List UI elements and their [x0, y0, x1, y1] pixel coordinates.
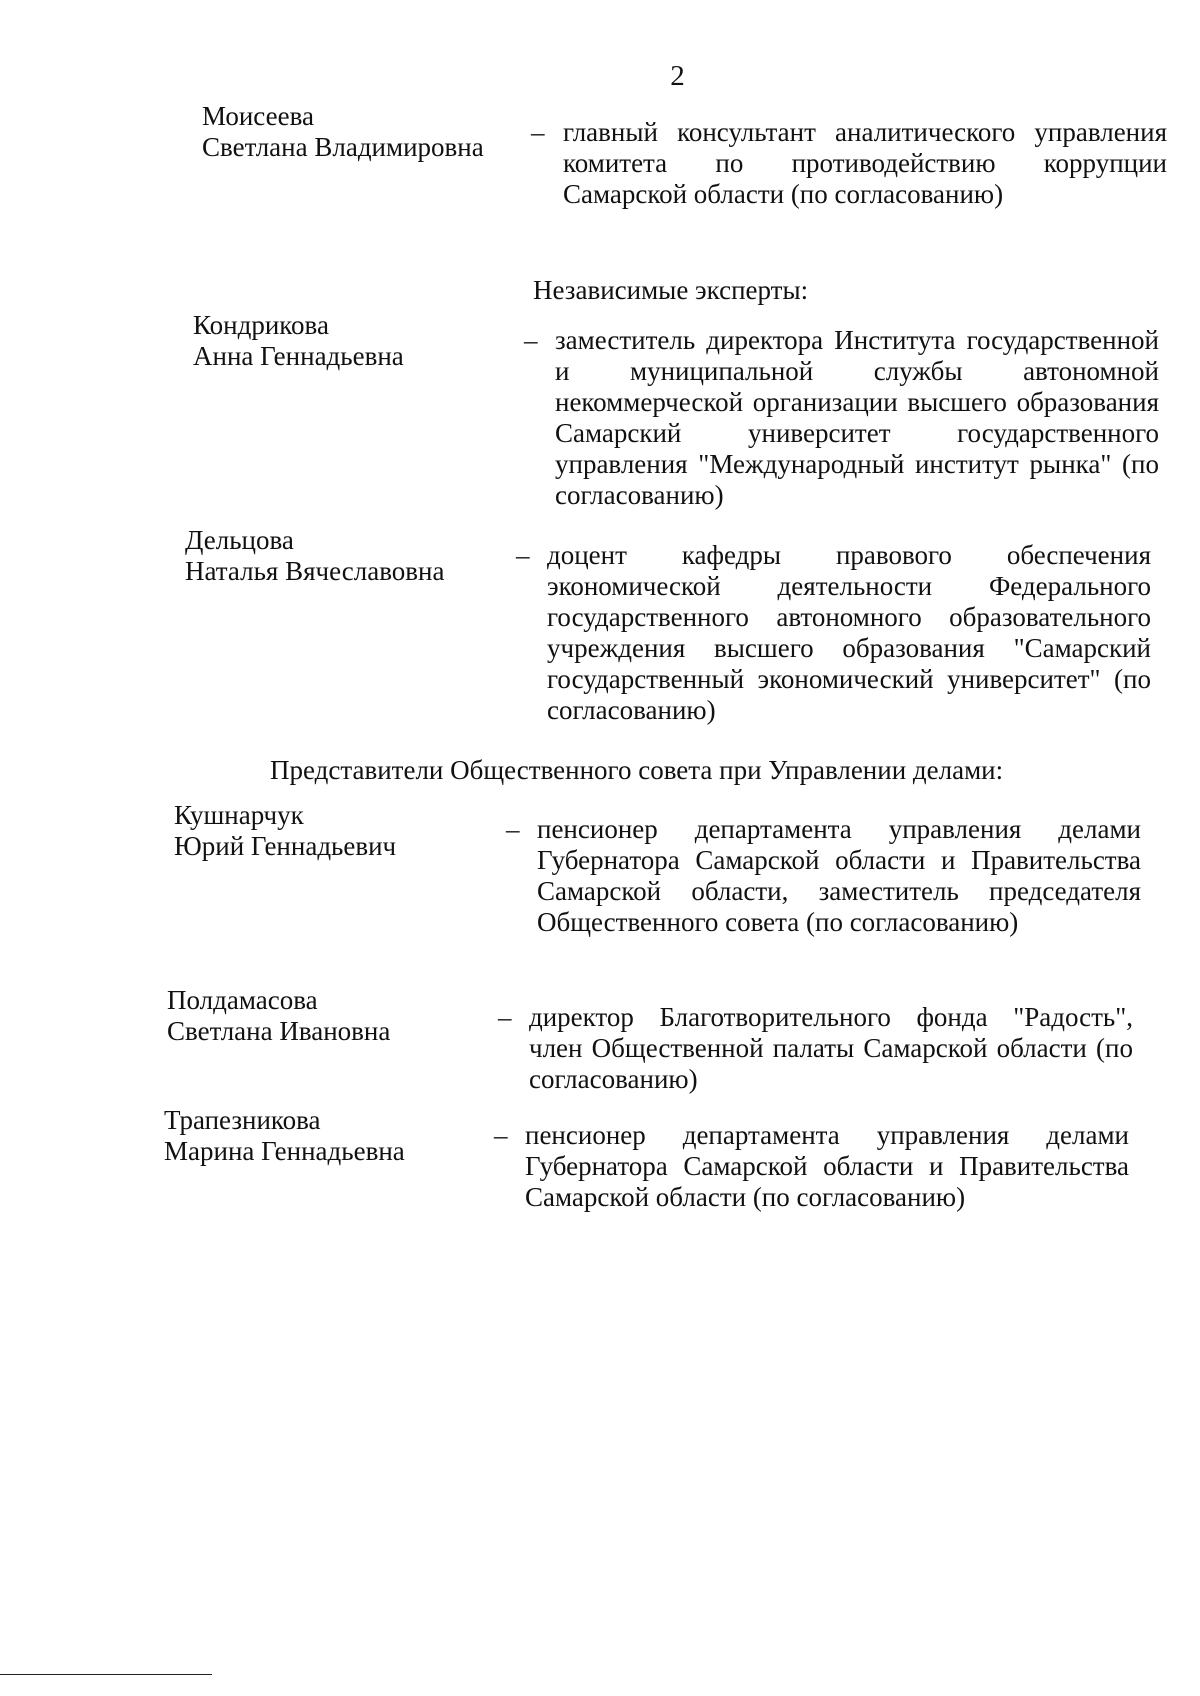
dash-separator: – — [516, 540, 530, 570]
dash-separator: – — [524, 325, 538, 355]
member-given-names: Светлана Владимировна — [202, 132, 484, 162]
page-number: 2 — [670, 60, 685, 92]
dash-separator: – — [494, 1120, 508, 1150]
member-description: доцент кафедры правового обеспечения экономической деятельности Федерального государственного автономного образовательного учреждения высшего образования "Самарский государственный экономический университет" (по согласованию) — [547, 540, 1151, 725]
member-description: заместитель директора Института государственной и муниципальной службы автономной некоммерческой организации высшего образования Самарский университет государственного управления "Международный институт рынка" (по согласованию) — [555, 325, 1159, 510]
section-title-experts: Независимые эксперты: — [533, 275, 809, 305]
member-description: пенсионер департамента управления делами Губернатора Самарской области и Правительства Самарской области, заместитель председателя Общественного совета (по согласованию) — [537, 814, 1141, 937]
member-surname: Трапезникова — [164, 1105, 321, 1135]
member-name — [164, 1105, 405, 1167]
member-name — [174, 800, 396, 862]
member-name — [193, 310, 404, 372]
member-surname: Кушнарчук — [174, 800, 304, 830]
member-given-names: Анна Геннадьевна — [193, 341, 404, 371]
member-surname: Кондрикова — [193, 310, 329, 340]
member-description: директор Благотворительного фонда "Радость", член Общественной палаты Самарской области (по согласованию) — [529, 1002, 1133, 1094]
dash-separator: – — [498, 1002, 512, 1032]
member-surname: Полдамасова — [167, 985, 318, 1015]
section-title-council: Представители Общественного совета при Управлении делами: — [270, 755, 1004, 785]
dash-separator: – — [506, 814, 520, 844]
member-given-names: Юрий Геннадьевич — [174, 831, 397, 861]
member-description: пенсионер департамента управления делами Губернатора Самарской области и Правительства Самарской области (по согласованию) — [525, 1120, 1129, 1212]
member-given-names: Наталья Вячеславовна — [185, 556, 445, 586]
member-given-names: Светлана Ивановна — [167, 1016, 391, 1046]
member-name — [185, 525, 444, 587]
member-name — [167, 985, 390, 1047]
dash-separator: – — [531, 117, 545, 147]
member-given-names: Марина Геннадьевна — [164, 1136, 405, 1166]
member-name — [202, 101, 484, 163]
member-description: главный консультант аналитического управления комитета по противодействию коррупции Самарской области (по согласованию) — [563, 117, 1167, 209]
member-surname: Дельцова — [185, 525, 294, 555]
footnote-rule — [0, 1674, 212, 1675]
member-surname: Моисеева — [202, 101, 314, 131]
